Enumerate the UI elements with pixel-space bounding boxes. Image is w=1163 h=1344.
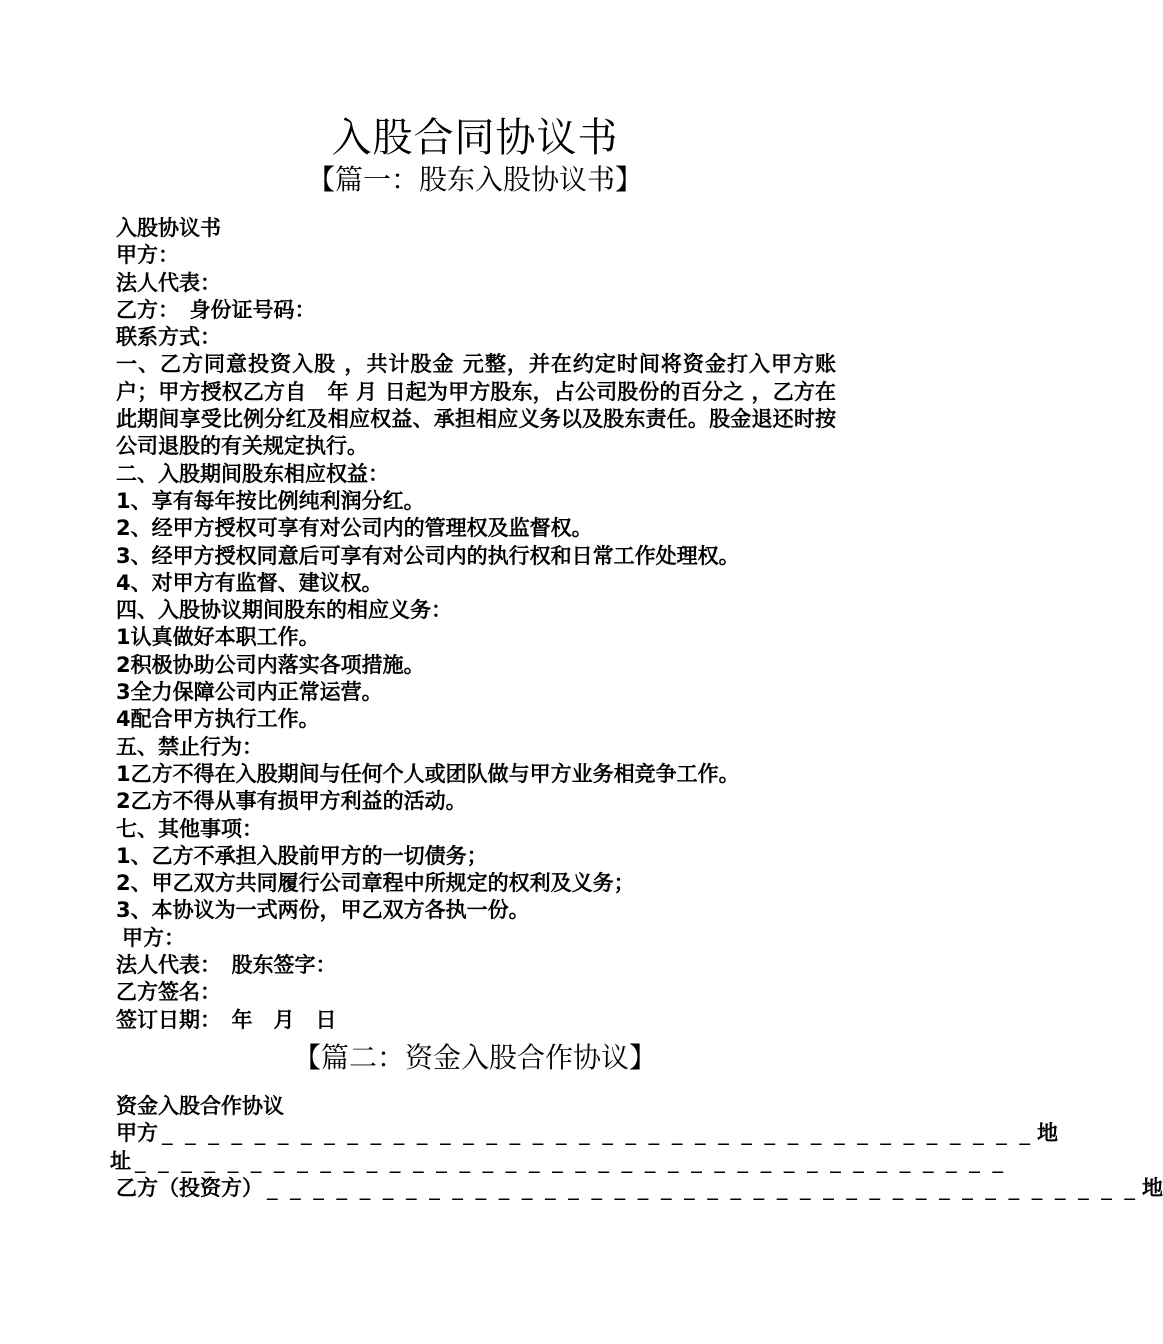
doc-line: 七、其他事项： [116,816,263,841]
doc-line: 2、经甲方授权可享有对公司内的管理权及监督权。 [116,516,593,541]
doc-line: 五、禁止行为： [116,734,263,759]
section-body-2 [110,1093,1163,1202]
party-a-row [116,1120,1058,1147]
doc-line: 法人代表： 股东签字： [116,953,337,978]
party-b-tail: 地 [1142,1175,1163,1200]
doc-line: 1、享有每年按比例纯利润分红。 [116,488,425,513]
doc-line: 乙方签名： [116,980,221,1005]
doc-line: 4配合甲方执行工作。 [116,707,320,732]
doc-line: 1认真做好本职工作。 [116,625,320,650]
doc-line: 1乙方不得在入股期间与任何个人或团队做与甲方业务相竞争工作。 [116,761,740,786]
doc-line: 2、甲乙双方共同履行公司章程中所规定的权利及义务； [116,871,635,896]
document-title: 入股合同协议书 [331,115,619,161]
clause-paragraph: 一、乙方同意投资入股 ，共计股金 元整，并在约定时间将资金打入甲方账户；甲方授权乙方自 年 月 日起为甲方股东，占公司股份的百分之 ，乙方在此期间享受比例分红及相应权益、承担相应义务以及股东责任。股金退还时按公司退股的有关规定执行。 [116,352,836,459]
doc-line: 2积极协助公司内落实各项措施。 [116,652,425,677]
doc-line: 甲方： [116,243,179,268]
party-b-label: 乙方（投资方） [116,1175,263,1200]
section-heading-2: 【篇二：资金入股合作协议】 [292,1041,657,1074]
blank-fill-line: _ _ _ _ _ _ _ _ _ _ _ _ _ _ _ _ _ _ _ _ _ _ _ _ _ _ _ _ _ _ _ _ _ _ _ _ _ _ [267,1175,1138,1200]
doc-line: 1、乙方不承担入股前甲方的一切债务； [116,843,488,868]
doc-line: 2乙方不得从事有损甲方利益的活动。 [116,789,467,814]
doc-line: 联系方式： [116,325,221,350]
doc-line: 3、经甲方授权同意后可享有对公司内的执行权和日常工作处理权。 [116,543,740,568]
section-body-1 [116,215,836,1034]
doc-line: 二、入股期间股东相应权益： [116,461,389,486]
party-a-tail: 地 [1037,1121,1058,1146]
doc-line: 法人代表： [116,270,221,295]
doc-line: 甲方： [122,925,185,950]
blank-fill-line: _ _ _ _ _ _ _ _ _ _ _ _ _ _ _ _ _ _ _ _ _ _ _ _ _ _ _ _ _ _ _ _ _ _ _ _ _ _ [162,1121,1033,1146]
address-row [110,1148,1006,1175]
doc-line: 3全力保障公司内正常运营。 [116,680,383,705]
doc-line: 4、对甲方有监督、建议权。 [116,570,383,595]
doc-line: 四、入股协议期间股东的相应义务： [116,598,452,623]
party-b-row [116,1175,1163,1202]
section2-subtitle: 资金入股合作协议 [116,1094,284,1118]
doc-line: 签订日期： 年 月 日 [116,1007,337,1032]
doc-line: 3、本协议为一式两份，甲乙双方各执一份。 [116,898,530,923]
doc-line: 乙方： 身份证号码： [116,297,316,322]
party-a-label: 甲方 [116,1121,158,1146]
doc-line: 入股协议书 [116,216,221,240]
address-label: 址 [110,1148,131,1173]
blank-fill-line: _ _ _ _ _ _ _ _ _ _ _ _ _ _ _ _ _ _ _ _ _ _ _ _ _ _ _ _ _ _ _ _ _ _ _ _ _ _ [135,1148,1006,1173]
section-heading-1: 【篇一：股东入股协议书】 [306,163,643,196]
